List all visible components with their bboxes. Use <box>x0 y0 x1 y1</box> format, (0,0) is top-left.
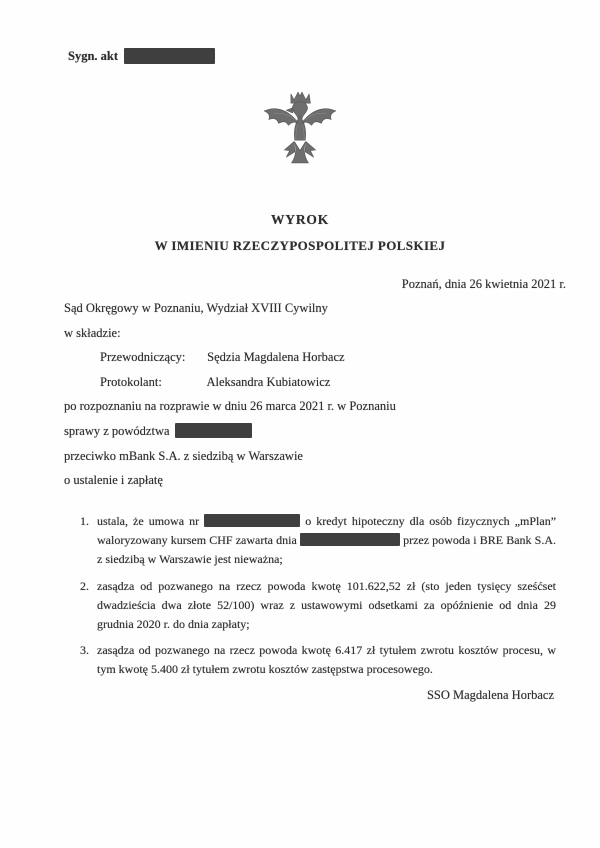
role-line-presiding <box>100 345 562 370</box>
case-intro-block <box>64 296 562 493</box>
judgment-heading <box>0 212 600 254</box>
ruling-text: zasądza od pozwanego na rzecz powoda kwotę 101.622,52 zł (sto jeden tysięcy sześćset dwadzieścia dwa złote 52/100) wraz z ustawowymi odsetkami za opóźnienie od dnia 29 grudnia 2020 r. do dnia zapłaty; <box>97 578 556 632</box>
rulings-list <box>80 512 556 680</box>
redaction-box-case-number <box>124 48 215 64</box>
role-line-clerk <box>100 370 562 395</box>
role-person-name: Aleksandra Kubiatowicz <box>206 374 331 389</box>
ruling-number: 2. <box>80 578 89 593</box>
ruling-number: 3. <box>80 643 89 658</box>
ruling-text <box>97 512 556 570</box>
case-number-label: Sygn. akt <box>68 49 119 63</box>
composition-intro-line: w składzie: <box>64 325 121 340</box>
subject-line: o ustalenie i zapłatę <box>64 473 163 488</box>
ruling-text: zasądza od pozwanego na rzecz powoda kwotę 6.417 zł tytułem zwrotu kosztów procesu, w tym kwotę 5.400 zł tytułem zwrotu kosztów zastępstwa procesowego. <box>97 643 556 677</box>
plaintiff-line <box>64 419 562 444</box>
judge-signature: SSO Magdalena Horbacz <box>426 688 554 702</box>
ruling-text-segment: przez powoda i BRE Bank S.A. z siedzibą w Warszawie jest nieważna; <box>97 533 557 567</box>
ruling-item-1 <box>80 512 556 570</box>
ruling-text-segment: o kredyt hipoteczny dla osób fizycznych „mPlan” waloryzowany kursem CHF zawarta dnia <box>97 514 557 548</box>
case-number-line <box>68 48 215 64</box>
plaintiff-line-prefix: sprawy z powództwa <box>64 423 170 438</box>
role-person-name: Sędzia Magdalena Horbacz <box>207 350 345 365</box>
judgment-subtitle: W IMIENIU RZECZYPOSPOLITEJ POLSKIEJ <box>154 238 446 253</box>
judgment-title: WYROK <box>271 212 329 227</box>
defendant-line: przeciwko mBank S.A. z siedzibą w Warszawie <box>64 448 303 463</box>
hearing-line: po rozpoznaniu na rozprawie w dniu 26 marca 2021 r. w Poznaniu <box>64 399 396 414</box>
polish-eagle-emblem-icon <box>261 86 339 184</box>
redaction-box-plaintiff <box>175 423 252 438</box>
redaction-box-contract-date <box>300 533 400 546</box>
redaction-box-contract-number <box>204 514 300 527</box>
place-and-date: Poznań, dnia 26 kwietnia 2021 r. <box>401 277 566 291</box>
ruling-number: 1. <box>80 514 89 528</box>
court-name-line: Sąd Okręgowy w Poznaniu, Wydział XVIII Cywilny <box>64 301 328 315</box>
ruling-item-2 <box>80 577 556 635</box>
role-label: Protokolant: <box>100 374 162 389</box>
role-label: Przewodniczący: <box>100 350 186 365</box>
ruling-item-3 <box>80 641 556 679</box>
ruling-text-segment: ustala, że umowa nr <box>97 514 200 528</box>
